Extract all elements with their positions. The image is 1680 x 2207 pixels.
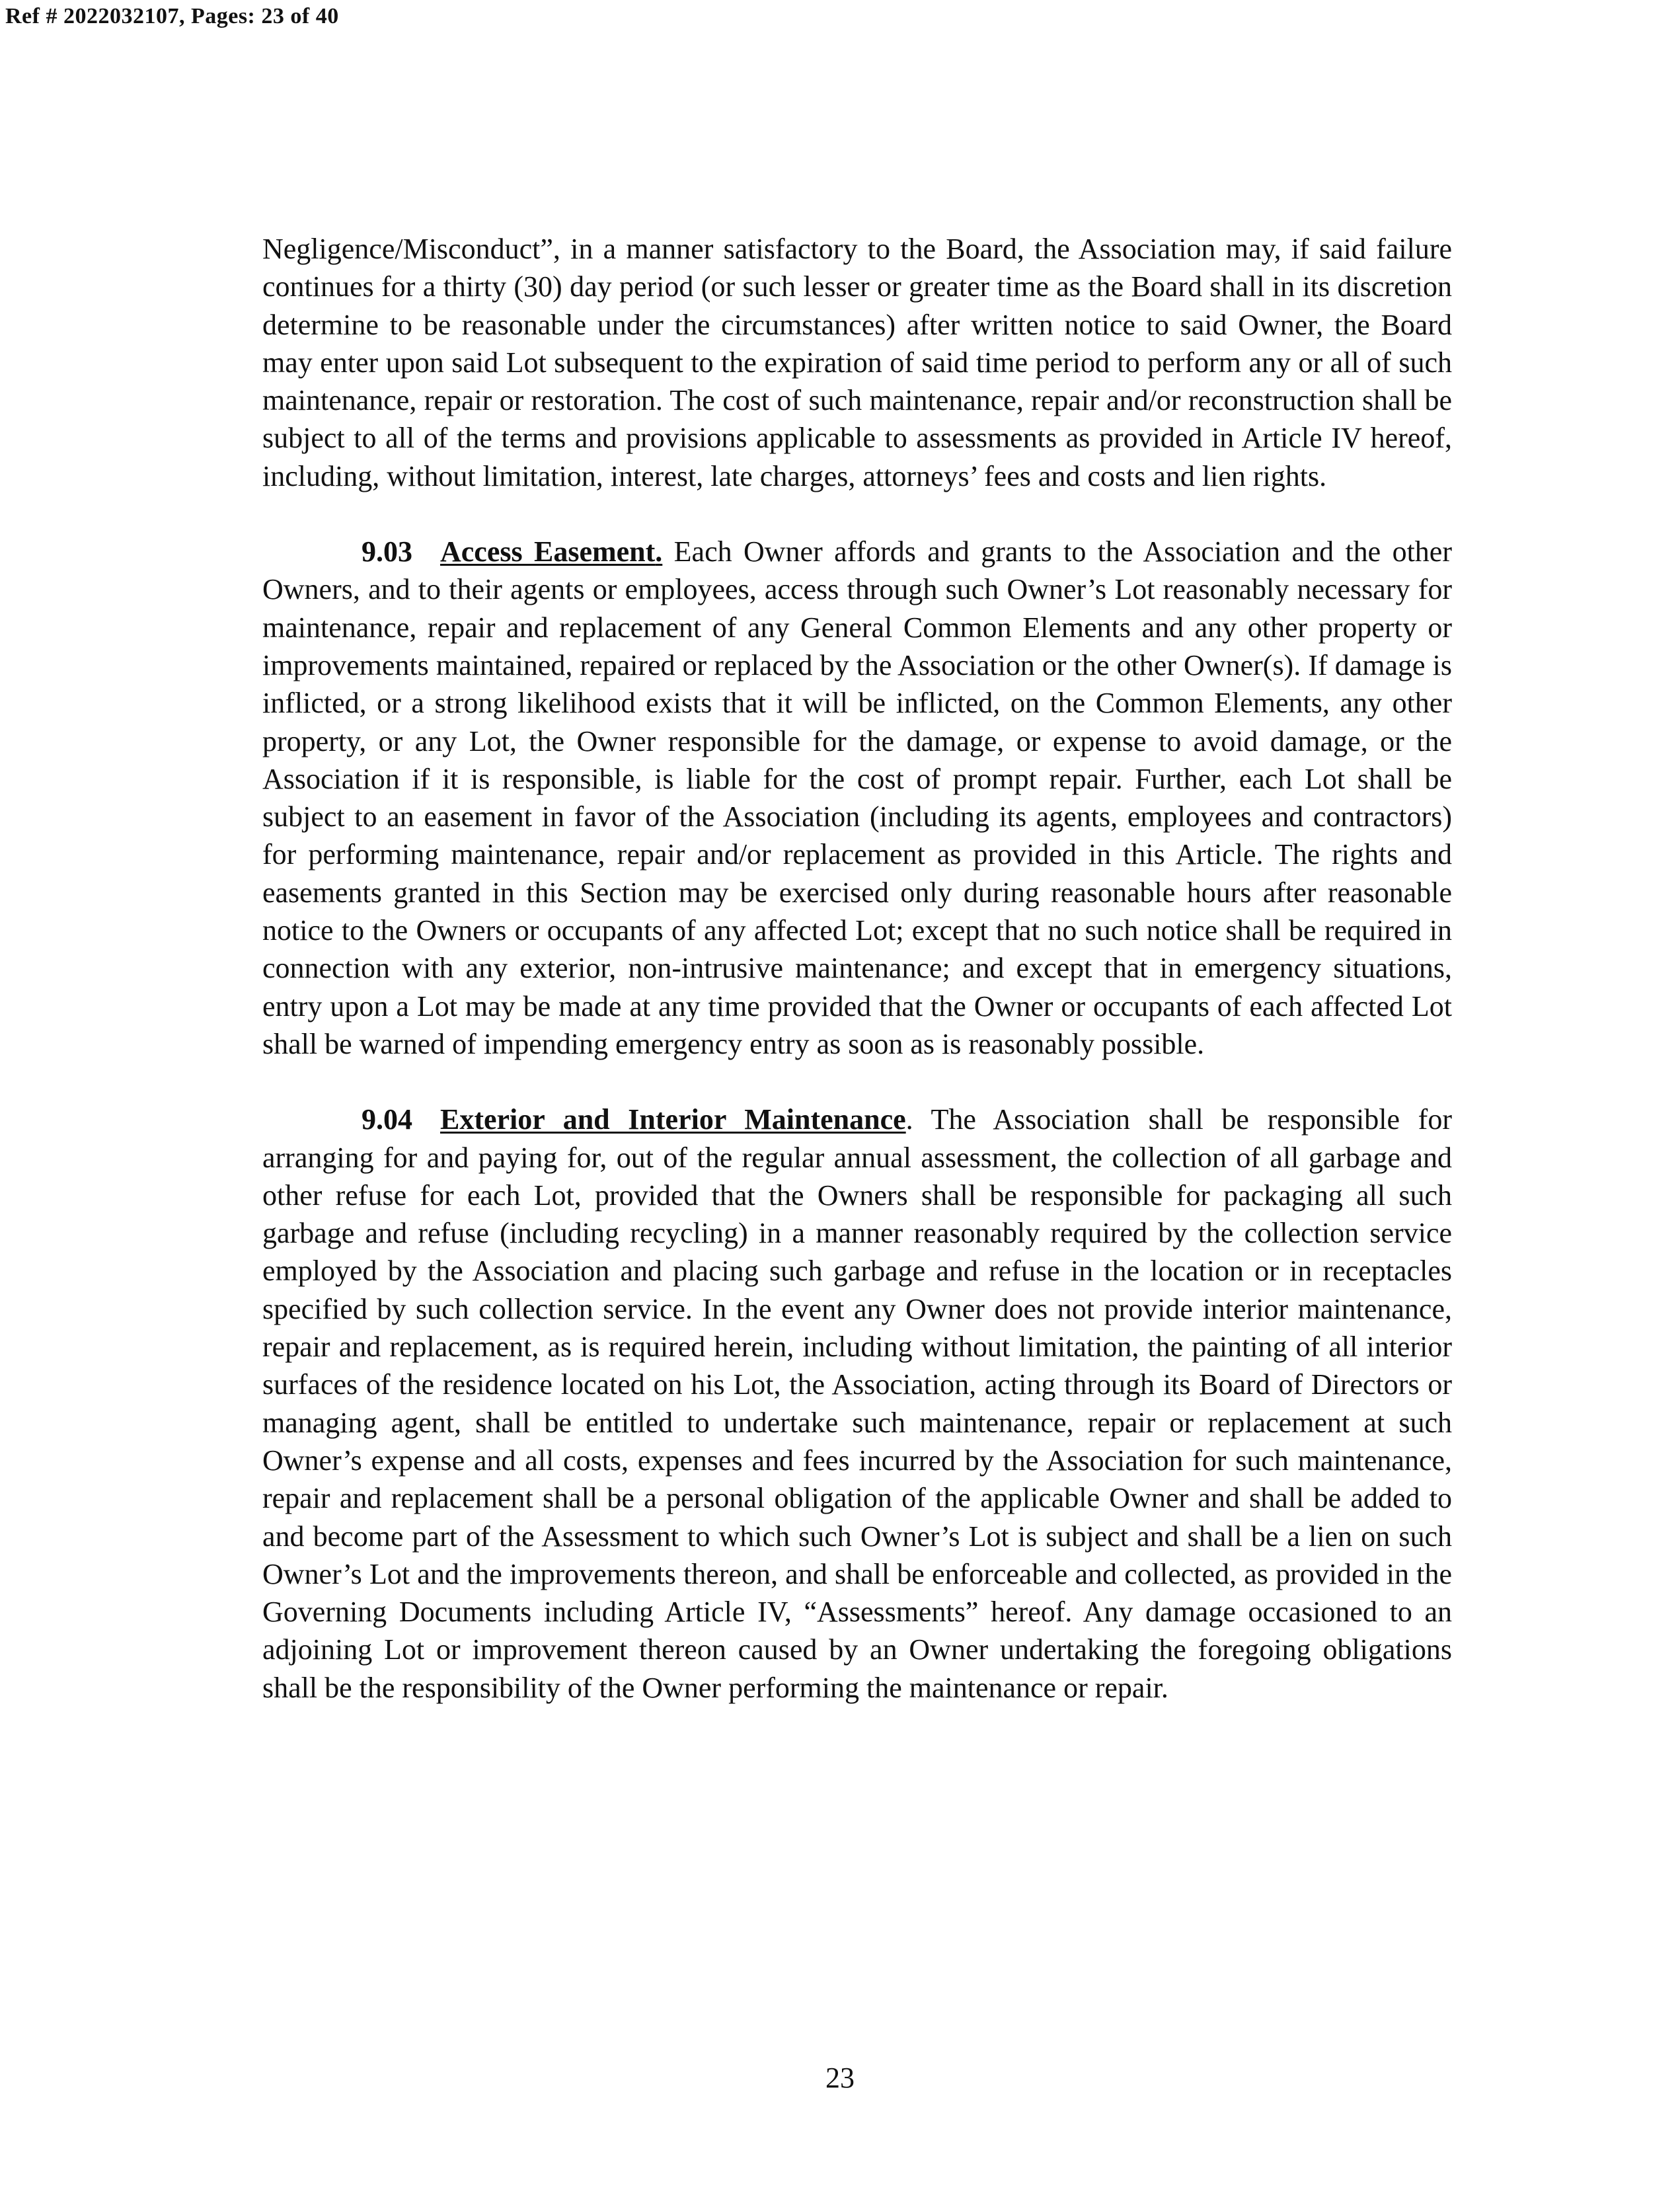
section-9-03-number: 9.03 (362, 535, 412, 568)
section-9-04-title: Exterior and Interior Maintenance (440, 1103, 906, 1136)
document-reference-header: Ref # 2022032107, Pages: 23 of 40 (5, 4, 339, 28)
section-9-03-paragraph (262, 533, 1452, 1063)
section-9-04-body: . The Association shall be responsible for arranging for and paying for, out of the regular annual assessment, the collection of all garbage and other refuse for each Lot, provided that the Owners shall be responsible for packaging all such garbage and refuse (including recycling) in a manner reasonably required by the collection service employed by the Association and placing such garbage and refuse in the location or in receptacles specified by such collection service. In the event any Owner does not provide interior maintenance, repair and replacement, as is required herein, including without limitation, the painting of all interior surfaces of the residence located on his Lot, the Association, acting through its Board of Directors or managing agent, shall be entitled to undertake such maintenance, repair or replacement at such Owner’s expense and all costs, expenses and fees incurred by the Association for such maintenance, repair and replacement shall be a personal obligation of the applicable Owner and shall be added to and become part of the Assessment to which such Owner’s Lot is subject and shall be a lien on such Owner’s Lot and the improvements thereon, and shall be enforceable and collected, as provided in the Governing Documents including Article IV, “Assessments” hereof. Any damage occasioned to an adjoining Lot or improvement thereon caused by an Owner undertaking the foregoing obligations shall be the responsibility of the Owner performing the maintenance or repair. (262, 1103, 1452, 1704)
section-9-04-paragraph (262, 1101, 1452, 1707)
page-number: 23 (825, 2062, 855, 2094)
section-9-04-number: 9.04 (362, 1103, 412, 1136)
section-9-03-title-period: . (655, 535, 663, 568)
document-body (262, 230, 1452, 1707)
continuation-paragraph: Negligence/Misconduct”, in a manner satisfactory to the Board, the Association may, if said failure continues for a thirty (30) day period (or such lesser or greater time as the Board shall in its discretion determine to be reasonable under the circumstances) after written notice to said Owner, the Board may enter upon said Lot subsequent to the expiration of said time period to perform any or all of such maintenance, repair or restoration. The cost of such maintenance, repair and/or reconstruction shall be subject to all of the terms and provisions applicable to assessments as provided in Article IV hereof, including, without limitation, interest, late charges, attorneys’ fees and costs and lien rights. (262, 233, 1452, 492)
section-9-03-title: Access Easement (440, 535, 656, 568)
section-9-03-body: Each Owner affords and grants to the Association and the other Owners, and to their agents or employees, access through such Owner’s Lot reasonably necessary for maintenance, repair and replacement of any General Common Elements and any other property or improvements maintained, repaired or replaced by the Association or the other Owner(s). If damage is inflicted, or a strong likelihood exists that it will be inflicted, on the Common Elements, any other property, or any Lot, the Owner responsible for the damage, or expense to avoid damage, or the Association if it is responsible, is liable for the cost of prompt repair. Further, each Lot shall be subject to an easement in favor of the Association (including its agents, employees and contractors) for performing maintenance, repair and/or replacement as provided in this Article. The rights and easements granted in this Section may be exercised only during reasonable hours after reasonable notice to the Owners or occupants of any affected Lot; except that no such notice shall be required in connection with any exterior, non-intrusive maintenance; and except that in emergency situations, entry upon a Lot may be made at any time provided that the Owner or occupants of each affected Lot shall be warned of impending emergency entry as soon as is reasonably possible. (262, 535, 1452, 1060)
